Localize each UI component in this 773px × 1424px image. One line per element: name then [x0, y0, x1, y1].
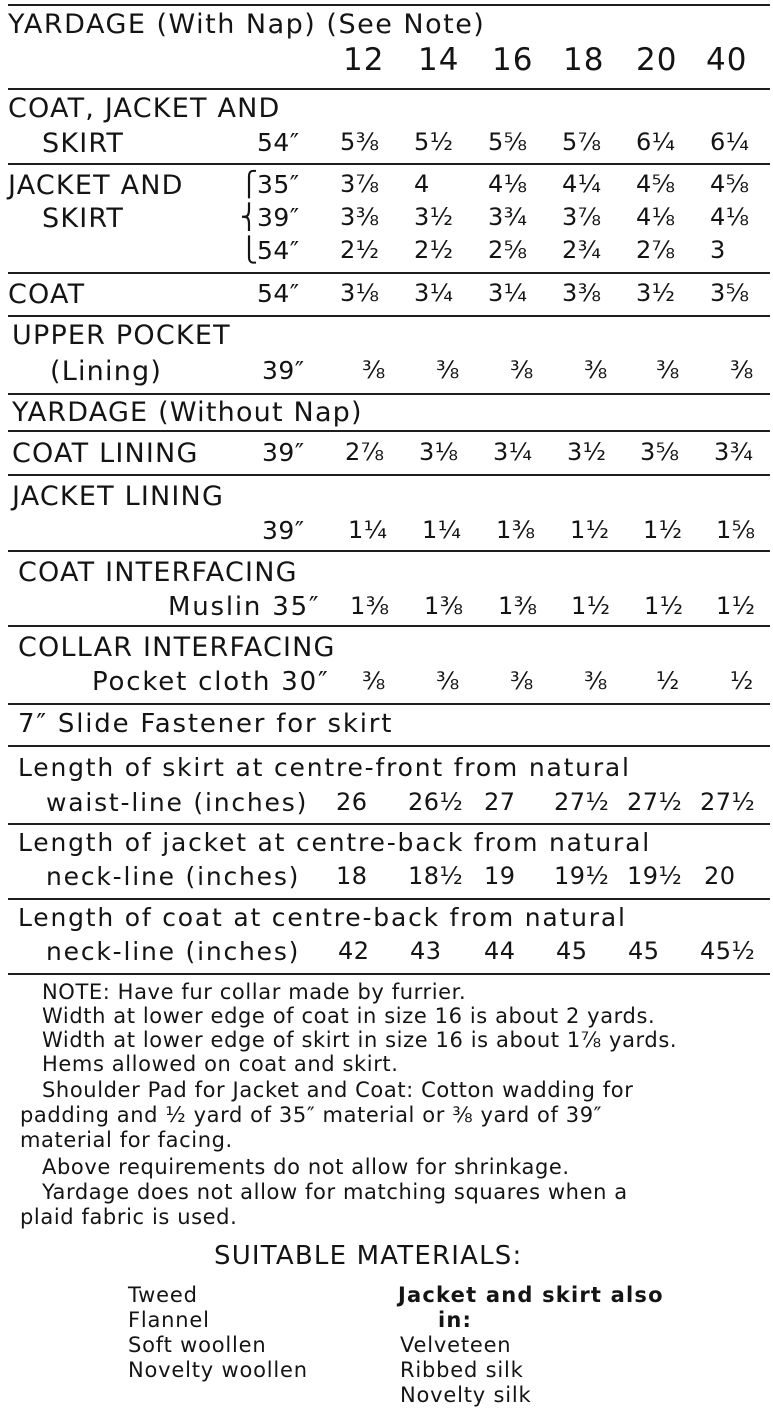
- yardage-value: 2⅞: [345, 438, 385, 466]
- yardage-value: 4: [414, 170, 430, 198]
- divider: [8, 823, 770, 825]
- row-label: SKIRT: [42, 128, 125, 159]
- length-value: 26: [336, 788, 368, 816]
- row-label: (Lining): [50, 356, 163, 387]
- size-label: 40: [706, 42, 748, 78]
- yardage-value: 1½: [716, 592, 756, 620]
- length-value: 19½: [627, 862, 683, 890]
- length-value: 18½: [408, 862, 464, 890]
- note-line: material for facing.: [20, 1128, 233, 1152]
- yardage-value: 4⅝: [636, 170, 676, 198]
- yardage-value: 1¼: [348, 516, 388, 544]
- material-item: Novelty silk: [400, 1383, 532, 1407]
- divider: [8, 315, 770, 317]
- note-line: padding and ½ yard of 35″ material or ⅜ yard of 39″: [20, 1103, 603, 1127]
- length-value: 27½: [627, 788, 683, 816]
- yardage-value: 3¾: [714, 438, 754, 466]
- yardage-value: 3⅝: [640, 438, 680, 466]
- fabric-type: Muslin 35″: [168, 592, 321, 622]
- material-item: Ribbed silk: [400, 1358, 524, 1382]
- note-line: Above requirements do not allow for shrinkage.: [42, 1155, 570, 1179]
- yardage-value: 3¾: [488, 203, 528, 231]
- yardage-value: 1¼: [422, 516, 462, 544]
- yardage-value: 3½: [636, 279, 676, 307]
- yardage-value: 1½: [570, 516, 610, 544]
- row-label: SKIRT: [42, 203, 125, 234]
- length-value: 27½: [700, 788, 756, 816]
- note-line: Shoulder Pad for Jacket and Coat: Cotton wadding for: [42, 1078, 634, 1102]
- chart-title: YARDAGE (With Nap) (See Note): [8, 9, 486, 40]
- length-value: 45½: [700, 937, 756, 965]
- note-line: Yardage does not allow for matching squares when a: [42, 1180, 628, 1204]
- row-label: JACKET LINING: [12, 481, 225, 512]
- yardage-value: 1½: [644, 592, 684, 620]
- divider: [8, 393, 770, 395]
- length-value: 18: [336, 862, 368, 890]
- yardage-value: 3⅝: [710, 279, 750, 307]
- yardage-value: ⅜: [436, 667, 460, 695]
- divider: [8, 703, 770, 705]
- size-label: 12: [343, 42, 385, 78]
- divider: [8, 4, 770, 6]
- yardage-value: ⅜: [362, 667, 386, 695]
- row-label: UPPER POCKET: [12, 320, 231, 351]
- yardage-value: 2½: [340, 236, 380, 264]
- divider: [8, 163, 770, 165]
- row-label: neck-line (inches): [46, 862, 301, 891]
- size-label: 18: [563, 42, 605, 78]
- size-label: 16: [492, 42, 534, 78]
- length-value: 45: [628, 937, 660, 965]
- divider: [8, 745, 770, 747]
- length-value: 45: [556, 937, 588, 965]
- material-item: Tweed: [128, 1283, 198, 1307]
- fabric-type: Pocket cloth 30″: [92, 667, 330, 697]
- length-value: 19½: [554, 862, 610, 890]
- divider: [8, 272, 770, 274]
- yardage-value: ⅜: [510, 356, 534, 384]
- yardage-value: 5½: [414, 128, 454, 156]
- row-label: COAT INTERFACING: [18, 557, 298, 588]
- yardage-value: 5⅜: [340, 128, 380, 156]
- yardage-value: 6¼: [636, 128, 676, 156]
- fabric-width: 39″: [257, 203, 300, 232]
- yardage-value: 2⅝: [488, 236, 528, 264]
- brace-icon: ⎨: [240, 203, 259, 231]
- yardage-value: 1⅜: [498, 592, 538, 620]
- row-label: COAT LINING: [12, 438, 199, 469]
- yardage-value: 1⅜: [424, 592, 464, 620]
- yardage-value: ⅜: [584, 356, 608, 384]
- yardage-value: 4⅛: [636, 203, 676, 231]
- note-line: NOTE: Have fur collar made by furrier.: [42, 980, 467, 1004]
- divider: [8, 625, 770, 627]
- fabric-width: 39″: [262, 516, 305, 545]
- yardage-value: 3⅜: [562, 279, 602, 307]
- length-value: 44: [484, 937, 516, 965]
- length-value: 26½: [408, 788, 464, 816]
- size-label: 14: [418, 42, 460, 78]
- yardage-value: 3⅞: [562, 203, 602, 231]
- yardage-value: 2⅞: [636, 236, 676, 264]
- yardage-value: 3½: [414, 203, 454, 231]
- note-line: plaid fabric is used.: [20, 1205, 238, 1229]
- yardage-value: 3¼: [493, 438, 533, 466]
- brace-icon: ⎩: [240, 236, 259, 264]
- fabric-width: 39″: [262, 438, 305, 467]
- row-label: neck-line (inches): [46, 937, 301, 966]
- yardage-value: ⅜: [730, 356, 754, 384]
- row-label: COLLAR INTERFACING: [18, 632, 336, 663]
- length-value: 19: [484, 862, 516, 890]
- material-item: Flannel: [128, 1308, 210, 1332]
- yardage-value: 4⅛: [710, 203, 750, 231]
- yardage-value: 3⅜: [340, 203, 380, 231]
- yardage-value: ⅜: [584, 667, 608, 695]
- yardage-value: 1⅝: [716, 516, 756, 544]
- yardage-value: 6¼: [710, 128, 750, 156]
- divider: [8, 474, 770, 476]
- note-line: Width at lower edge of coat in size 16 is about 2 yards.: [42, 1004, 656, 1028]
- yardage-value: ⅜: [436, 356, 460, 384]
- yardage-value: 3¼: [488, 279, 528, 307]
- length-value: 20: [704, 862, 736, 890]
- row-label: 7″ Slide Fastener for skirt: [18, 709, 394, 739]
- section-title: YARDAGE (Without Nap): [12, 397, 363, 428]
- divider: [8, 88, 770, 90]
- row-label: Length of skirt at centre-front from natural: [18, 753, 631, 782]
- row-label: COAT: [8, 279, 86, 310]
- yardage-value: ⅜: [510, 667, 534, 695]
- divider: [8, 550, 770, 552]
- divider: [8, 973, 770, 975]
- yardage-value: 4¼: [562, 170, 602, 198]
- row-label: COAT, JACKET AND: [8, 93, 281, 124]
- material-item: Novelty woollen: [128, 1358, 308, 1382]
- yardage-value: ½: [656, 667, 680, 695]
- materials-heading: SUITABLE MATERIALS:: [214, 1241, 523, 1271]
- yardage-value: 1⅜: [350, 592, 390, 620]
- length-value: 43: [410, 937, 442, 965]
- length-value: 27½: [554, 788, 610, 816]
- yardage-value: 1½: [571, 592, 611, 620]
- fabric-width: 35″: [257, 170, 300, 199]
- yardage-value: 5⅞: [562, 128, 602, 156]
- size-label: 20: [636, 42, 678, 78]
- yardage-value: ⅜: [656, 356, 680, 384]
- fabric-width: 54″: [257, 128, 300, 157]
- yardage-value: 3¼: [414, 279, 454, 307]
- yardage-value: 2¾: [562, 236, 602, 264]
- yardage-value: ½: [730, 667, 754, 695]
- divider: [8, 430, 770, 432]
- length-value: 42: [338, 937, 370, 965]
- yardage-value: 3⅛: [419, 438, 459, 466]
- row-label: JACKET AND: [8, 170, 184, 201]
- fabric-width: 39″: [262, 356, 305, 385]
- yardage-value: 4⅝: [710, 170, 750, 198]
- yardage-value: 3⅛: [340, 279, 380, 307]
- fabric-width: 54″: [257, 279, 300, 308]
- yardage-value: 1⅜: [496, 516, 536, 544]
- yardage-value: 3⅞: [340, 170, 380, 198]
- length-value: 27: [484, 788, 516, 816]
- row-label: Length of jacket at centre-back from natural: [18, 828, 651, 857]
- yardage-value: 3: [710, 236, 726, 264]
- divider: [8, 898, 770, 900]
- row-label: Length of coat at centre-back from natural: [18, 903, 627, 932]
- note-line: Hems allowed on coat and skirt.: [42, 1052, 399, 1076]
- yardage-value: 2½: [414, 236, 454, 264]
- yardage-value: 1½: [643, 516, 683, 544]
- material-item: Velveteen: [400, 1333, 512, 1357]
- brace-icon: ⎧: [240, 170, 259, 198]
- materials-subheading: Jacket and skirt also: [398, 1283, 664, 1307]
- fabric-width: 54″: [257, 236, 300, 265]
- material-item: Soft woollen: [128, 1333, 267, 1357]
- materials-subheading: in:: [438, 1308, 473, 1332]
- yardage-value: 5⅝: [488, 128, 528, 156]
- row-label: waist-line (inches): [46, 788, 309, 817]
- yardage-value: ⅜: [362, 356, 386, 384]
- yardage-value: 3½: [567, 438, 607, 466]
- note-line: Width at lower edge of skirt in size 16 is about 1⅞ yards.: [42, 1028, 678, 1052]
- yardage-value: 4⅛: [488, 170, 528, 198]
